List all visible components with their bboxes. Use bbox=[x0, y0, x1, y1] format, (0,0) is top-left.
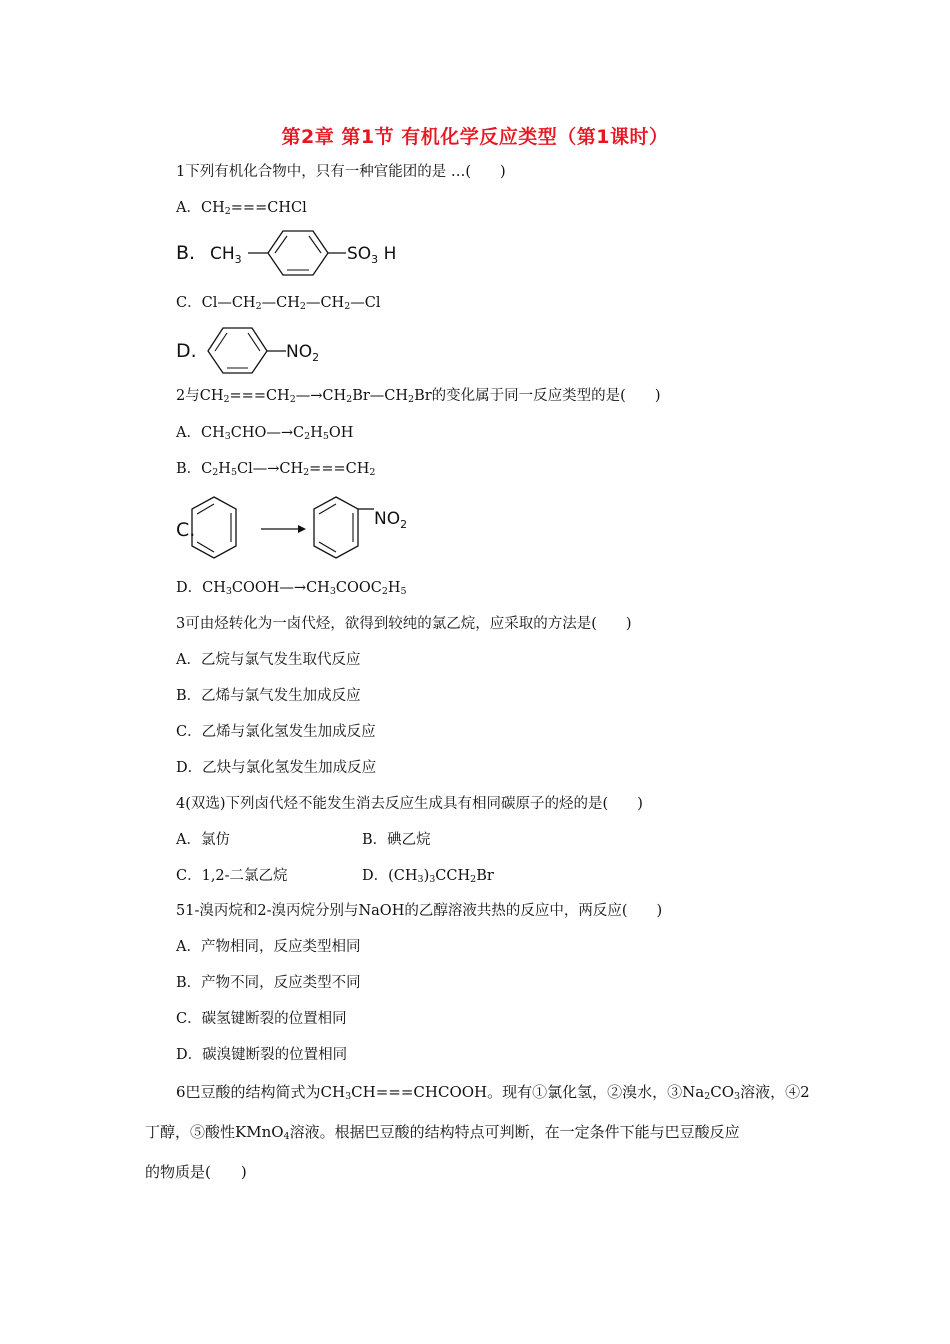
q1-option-d-structure bbox=[176, 323, 376, 375]
q5-option-b: B．产物不同，反应类型不同 bbox=[176, 975, 361, 991]
q4-option-b: B．碘乙烷 bbox=[362, 832, 431, 848]
q4-stem: 4(双选)下列卤代烃不能发生消去反应生成具有相同碳原子的烃的是( ) bbox=[176, 796, 643, 812]
q1-c-formula: $Cl—CH_2—CH_2—CH_2—Cl$ bbox=[201, 295, 381, 312]
benzene-ring-icon bbox=[268, 231, 328, 275]
q1-a-formula: $CH_2===CHCl$ bbox=[200, 200, 307, 217]
q1-c-label: C． bbox=[176, 295, 202, 311]
q5-option-c: C．碳氢键断裂的位置相同 bbox=[176, 1011, 347, 1027]
benzene-ring-icon bbox=[314, 497, 358, 558]
q5-option-d: D．碳溴键断裂的位置相同 bbox=[176, 1047, 348, 1063]
q2-option-a: A．$CH_3CHO—\to C_2H_5OH$ bbox=[176, 425, 354, 442]
q3-option-b: B．乙烯与氯气发生加成反应 bbox=[176, 688, 361, 704]
q4-option-d: D．$(CH_3)_3CCH_2Br$ bbox=[362, 868, 494, 885]
benzene-ring-icon bbox=[208, 328, 267, 373]
q3-stem: 3可由烃转化为一卤代烃，欲得到较纯的氯乙烷，应采取的方法是( ) bbox=[176, 616, 632, 632]
q5-option-a: A．产物相同，反应类型相同 bbox=[176, 939, 361, 955]
q2-stem: 2与$CH_2===CH_2—\to CH_2Br—CH_2Br$的变化属于同一反应类型的是( ) bbox=[176, 388, 661, 405]
benzene-ring-icon bbox=[192, 497, 236, 558]
q4-option-a: A．氯仿 bbox=[176, 832, 230, 848]
q6-line-2: 丁醇，⑤酸性KMnO$_4$溶液。根据巴豆酸的结构特点可判断，在一定条件下能与巴豆酸反应 bbox=[145, 1123, 740, 1142]
q6-line-1: 6巴豆酸的结构简式为$CH_3CH===CHCOOH$。现有①氯化氢，②溴水，$③Na_2CO_3$溶液，④2 bbox=[176, 1083, 810, 1102]
q2-option-d: D．$CH_3COOH—\to CH_3COOC_2H_5$ bbox=[176, 580, 407, 597]
q1-option-c bbox=[176, 293, 380, 313]
q2-c-label: C. bbox=[176, 519, 196, 541]
q1-b-so3h: $SO_3$ H bbox=[347, 244, 397, 266]
q3-option-d: D．乙炔与氯化氢发生加成反应 bbox=[176, 760, 377, 776]
q1-b-ch3: $CH_3$ bbox=[210, 244, 242, 266]
q2-option-b: B．$C_2H_5Cl—\to CH_2===CH_2$ bbox=[176, 461, 376, 478]
q1-b-label: B. bbox=[176, 242, 196, 264]
q3-option-c: C．乙烯与氯化氢发生加成反应 bbox=[176, 724, 376, 740]
q2-c-no2: $NO_2$ bbox=[374, 509, 408, 531]
q2-option-c-structure bbox=[176, 490, 436, 566]
q1-option-a bbox=[176, 198, 307, 218]
q1-stem: 1下列有机化合物中，只有一种官能团的是 …( ) bbox=[176, 164, 506, 180]
page-title: 第2章 第1节 有机化学反应类型（第1课时） bbox=[281, 126, 669, 148]
q1-d-label: D. bbox=[176, 340, 197, 362]
q1-option-b-structure bbox=[176, 228, 436, 278]
q1-a-label: A． bbox=[176, 200, 201, 216]
q1-d-no2: $NO_2$ bbox=[286, 342, 320, 364]
q4-option-c: C．1,2-二氯乙烷 bbox=[176, 868, 288, 884]
q3-option-a: A．乙烷与氯气发生取代反应 bbox=[176, 652, 361, 668]
q5-stem: 51-溴丙烷和2-溴丙烷分别与NaOH的乙醇溶液共热的反应中，两反应( ) bbox=[176, 903, 663, 919]
q6-line-3: 的物质是( ) bbox=[145, 1163, 247, 1181]
